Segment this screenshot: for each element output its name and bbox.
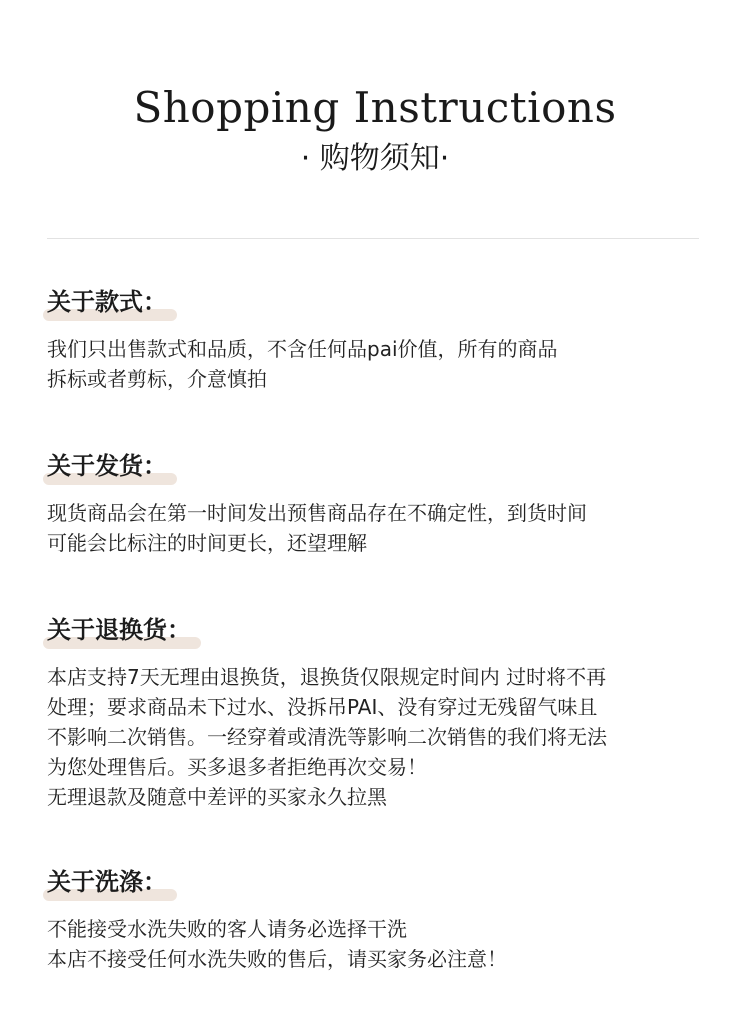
divider xyxy=(47,238,699,239)
section-returns xyxy=(47,615,707,812)
body-line: 本店不接受任何水洗失败的售后，请买家务必注意！ xyxy=(47,947,507,971)
body-line: 处理；要求商品未下过水、没拆吊PAI、没有穿过无残留气味且 xyxy=(47,695,598,719)
section-washing xyxy=(47,867,707,974)
section-heading: 关于款式： xyxy=(47,287,173,317)
section-heading: 关于退换货： xyxy=(47,615,197,645)
title-chinese: · 购物须知· xyxy=(300,141,450,176)
title-english: Shopping Instructions xyxy=(133,83,617,132)
body-line: 不影响二次销售。一经穿着或清洗等影响二次销售的我们将无法 xyxy=(47,725,607,749)
body-line: 现货商品会在第一时间发出预售商品存在不确定性，到货时间 xyxy=(47,501,587,525)
body-line: 不能接受水洗失败的客人请务必选择干洗 xyxy=(47,917,407,941)
body-line: 本店支持7天无理由退换货，退换货仅限规定时间内 过时将不再 xyxy=(47,665,607,689)
body-line: 我们只出售款式和品质，不含任何品pai价值，所有的商品 xyxy=(47,337,558,361)
body-line: 可能会比标注的时间更长，还望理解 xyxy=(47,531,367,555)
section-heading: 关于发货： xyxy=(47,451,173,481)
section-body xyxy=(47,914,707,974)
section-body xyxy=(47,334,707,394)
section-style xyxy=(47,287,707,394)
section-body xyxy=(47,662,707,812)
body-line: 无理退款及随意中差评的买家永久拉黑 xyxy=(47,785,387,809)
section-heading: 关于洗涤： xyxy=(47,867,173,897)
section-shipping xyxy=(47,451,707,558)
body-line: 拆标或者剪标，介意慎拍 xyxy=(47,367,267,391)
section-body xyxy=(47,498,707,558)
body-line: 为您处理售后。买多退多者拒绝再次交易！ xyxy=(47,755,427,779)
